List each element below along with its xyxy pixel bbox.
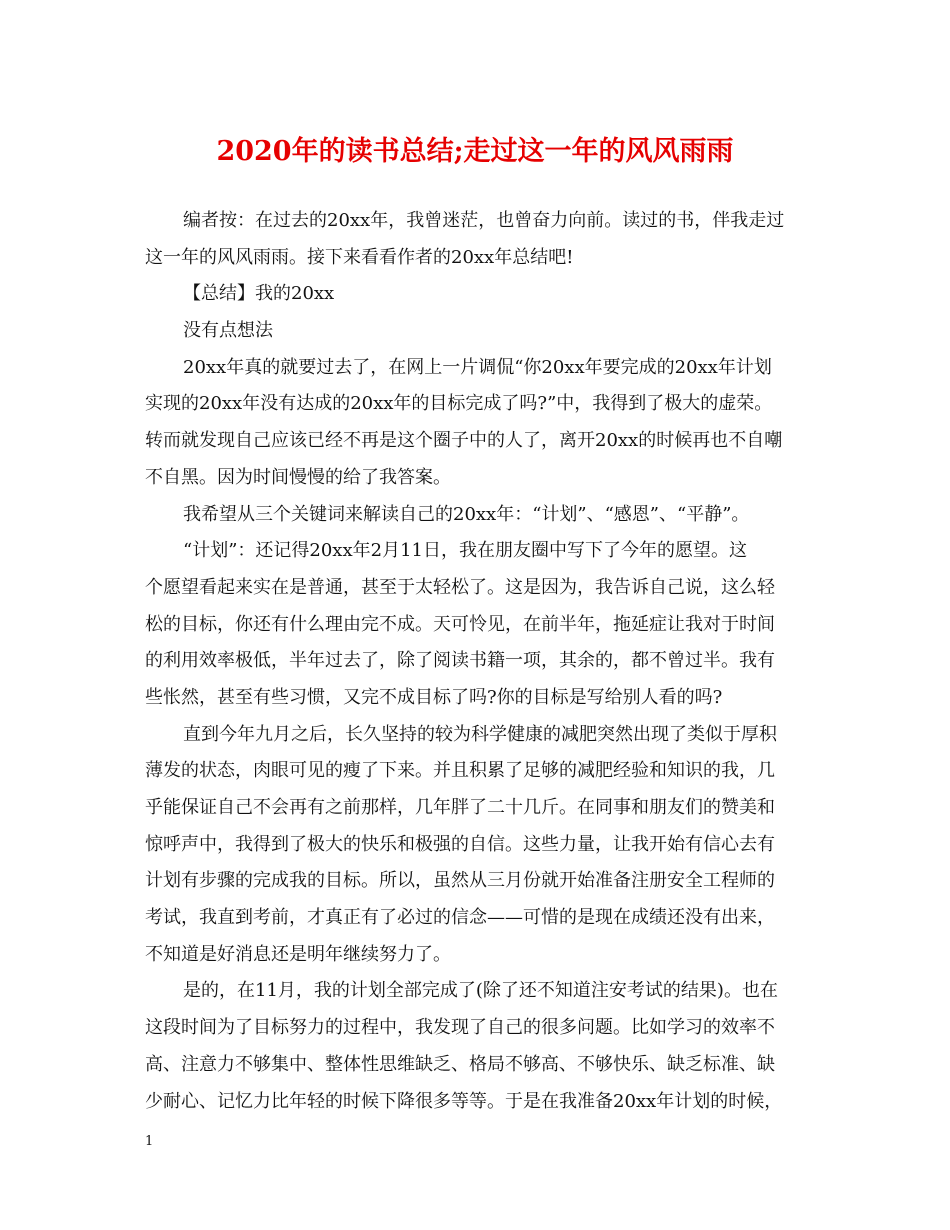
text-line: “计划”：还记得20xx年2月11日，我在朋友圈中写下了今年的愿望。这 — [183, 540, 747, 562]
text-line: 些怅然，甚至有些习惯，又完不成目标了吗?你的目标是写给别人看的吗? — [145, 686, 723, 708]
text-line: 没有点想法 — [183, 320, 273, 342]
text-line: 的利用效率极低，半年过去了，除了阅读书籍一项，其余的，都不曾过半。我有 — [145, 650, 775, 672]
text-line: 【总结】我的20xx — [183, 283, 335, 305]
text-line: 松的目标，你还有什么理由完不成。天可怜见，在前半年，拖延症让我对于时间 — [145, 613, 775, 635]
page-number: 1 — [145, 1134, 154, 1149]
text-line: 编者按：在过去的20xx年，我曾迷茫，也曾奋力向前。读过的书，伴我走过 — [183, 210, 785, 231]
text-line: 直到今年九月之后，长久坚持的较为科学健康的减肥突然出现了类似于厚积 — [183, 723, 777, 745]
text-line: 考试，我直到考前，才真正有了必过的信念——可惜的是现在成绩还没有出来， — [145, 907, 775, 929]
text-line: 不知道是好消息还是明年继续努力了。 — [145, 943, 451, 965]
text-line: 这一年的风风雨雨。接下来看看作者的20xx年总结吧! — [145, 246, 574, 268]
text-line: 乎能保证自己不会再有之前那样，几年胖了二十几斤。在同事和朋友们的赞美和 — [145, 797, 775, 818]
text-line: 高、注意力不够集中、整体性思维缺乏、格局不够高、不够快乐、缺乏标准、缺 — [145, 1053, 775, 1075]
text-line: 实现的20xx年没有达成的20xx年的目标完成了吗?”中，我得到了极大的虚荣。 — [145, 393, 773, 415]
text-line: 个愿望看起来实在是普通，甚至于太轻松了。这是因为，我告诉自己说，这么轻 — [145, 576, 775, 598]
text-line: 计划有步骤的完成我的目标。所以，虽然从三月份就开始准备注册安全工程师的 — [145, 870, 775, 892]
text-line: 不自黑。因为时间慢慢的给了我答案。 — [145, 466, 451, 488]
text-line: 少耐心、记忆力比年轻的时候下降很多等等。于是在我准备20xx年计划的时候， — [145, 1090, 783, 1112]
text-line: 我希望从三个关键词来解读自己的20xx年：“计划”、“感恩”、“平静”。 — [183, 503, 750, 525]
document-body — [145, 203, 825, 1120]
text-line: 惊呼声中，我得到了极大的快乐和极强的自信。这些力量，让我开始有信心去有 — [145, 833, 775, 855]
document-title: 2020年的读书总结;走过这一年的风风雨雨 — [216, 136, 734, 167]
text-line: 薄发的状态，肉眼可见的瘦了下来。并且积累了足够的减肥经验和知识的我，几 — [145, 760, 775, 782]
text-line: 是的，在11月，我的计划全部完成了(除了还不知道注安考试的结果)。也在 — [183, 980, 778, 1002]
text-line: 这段时间为了目标努力的过程中，我发现了自己的很多问题。比如学习的效率不 — [145, 1017, 775, 1039]
text-line: 转而就发现自己应该已经不再是这个圈子中的人了，离开20xx的时候再也不自嘲 — [145, 430, 783, 452]
text-line: 20xx年真的就要过去了，在网上一片调侃“你20xx年要完成的20xx年计划 — [183, 356, 772, 378]
